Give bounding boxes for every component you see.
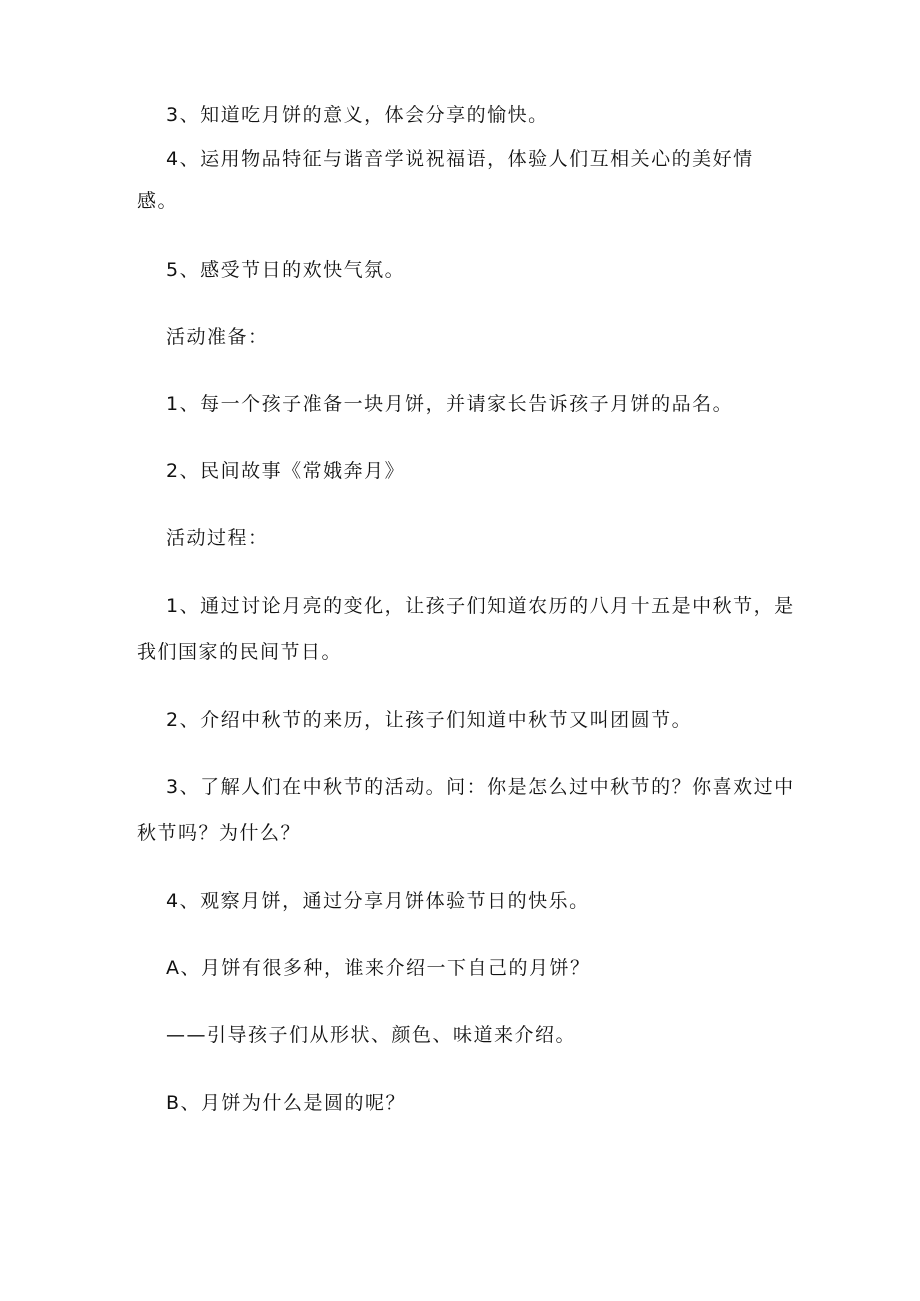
objective-4-line-1: 4、运用物品特征与谐音学说祝福语，体验人们互相关心的美好情: [166, 148, 754, 170]
process-1-line-1: 1、通过讨论月亮的变化，让孩子们知道农历的八月十五是中秋节，是: [166, 595, 795, 617]
process-1-line-2: 我们国家的民间节日。: [137, 641, 343, 663]
process-4: 4、观察月饼，通过分享月饼体验节日的快乐。: [166, 890, 590, 912]
process-4-a: A、月饼有很多种，谁来介绍一下自己的月饼？: [166, 957, 591, 979]
process-4-b: B、月饼为什么是圆的呢？: [166, 1092, 407, 1114]
objective-4-line-2: 感。: [137, 190, 179, 212]
process-3-line-1: 3、了解人们在中秋节的活动。问：你是怎么过中秋节的？你喜欢过中: [166, 776, 795, 798]
process-4-a-note: ——引导孩子们从形状、颜色、味道来介绍。: [166, 1024, 577, 1046]
section-heading-process: 活动过程：: [166, 527, 269, 549]
section-heading-preparation: 活动准备：: [166, 326, 269, 348]
process-3-line-2: 秋节吗？为什么？: [137, 822, 302, 844]
preparation-1: 1、每一个孩子准备一块月饼，并请家长告诉孩子月饼的品名。: [166, 393, 734, 415]
process-2: 2、介绍中秋节的来历，让孩子们知道中秋节又叫团圆节。: [166, 709, 693, 731]
objective-5: 5、感受节日的欢快气氛。: [166, 259, 406, 281]
objective-3: 3、知道吃月饼的意义，体会分享的愉快。: [166, 104, 549, 126]
preparation-2: 2、民间故事《常娥奔月》: [166, 460, 406, 482]
